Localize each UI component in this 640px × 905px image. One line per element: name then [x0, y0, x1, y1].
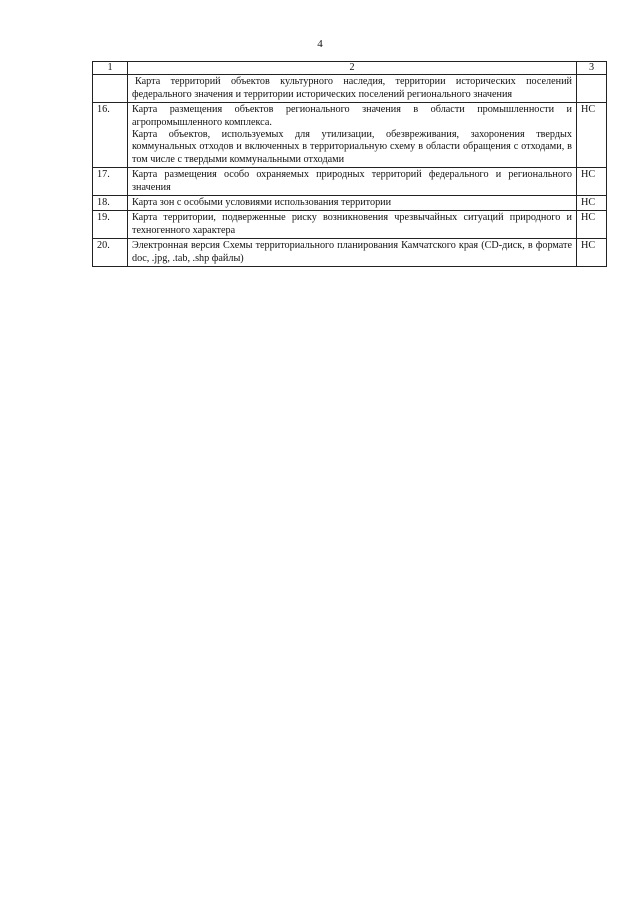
row-code — [577, 75, 607, 103]
row-description-text: Карта размещения особо охраняемых природных территорий федерального и регионального значения — [132, 169, 572, 193]
page-number: 4 — [317, 38, 323, 50]
header-col-2: 2 — [128, 62, 577, 75]
header-col-3: 3 — [577, 62, 607, 75]
row-description — [128, 239, 577, 267]
table-row — [93, 103, 607, 168]
row-description — [128, 103, 577, 168]
header-col-1: 1 — [93, 62, 128, 75]
row-description — [128, 211, 577, 239]
row-code: НС — [577, 103, 607, 168]
table-row — [93, 168, 607, 196]
row-number — [93, 75, 128, 103]
documents-table — [92, 61, 607, 267]
row-description — [128, 196, 577, 211]
row-number: 18. — [93, 196, 128, 211]
row-description-text: Карта размещения объектов регионального значения в области промышленности и агропромышленного комплекса. — [132, 104, 572, 128]
table-row — [93, 196, 607, 211]
row-description — [128, 168, 577, 196]
row-description — [128, 75, 577, 103]
row-description-text: Карта территорий объектов культурного наследия, территории исторических поселений федерального значения и территории исторических поселений регионального значения — [132, 76, 572, 100]
row-description-text: Электронная версия Схемы территориального планирования Камчатского края (CD-диск, в формате doc, .jpg, .tab, .shp файлы) — [132, 240, 572, 264]
table-header-row — [93, 62, 607, 75]
row-code: НС — [577, 211, 607, 239]
row-number: 16. — [93, 103, 128, 168]
table-row — [93, 239, 607, 267]
row-code: НС — [577, 239, 607, 267]
row-number: 19. — [93, 211, 128, 239]
row-code: НС — [577, 168, 607, 196]
row-description-text: Карта объектов, используемых для утилизации, обезвреживания, захоронения твердых коммунальных отходов и включенных в территориальную схему в области обращения с отходами, в том числе с твердыми коммунальными отходами — [132, 129, 572, 165]
row-description-text: Карта территории, подверженные риску возникновения чрезвычайных ситуаций природного и техногенного характера — [132, 212, 572, 236]
table-row — [93, 211, 607, 239]
row-number: 17. — [93, 168, 128, 196]
row-code: НС — [577, 196, 607, 211]
table-row — [93, 75, 607, 103]
row-number: 20. — [93, 239, 128, 267]
row-description-text: Карта зон с особыми условиями использования территории — [132, 197, 392, 209]
